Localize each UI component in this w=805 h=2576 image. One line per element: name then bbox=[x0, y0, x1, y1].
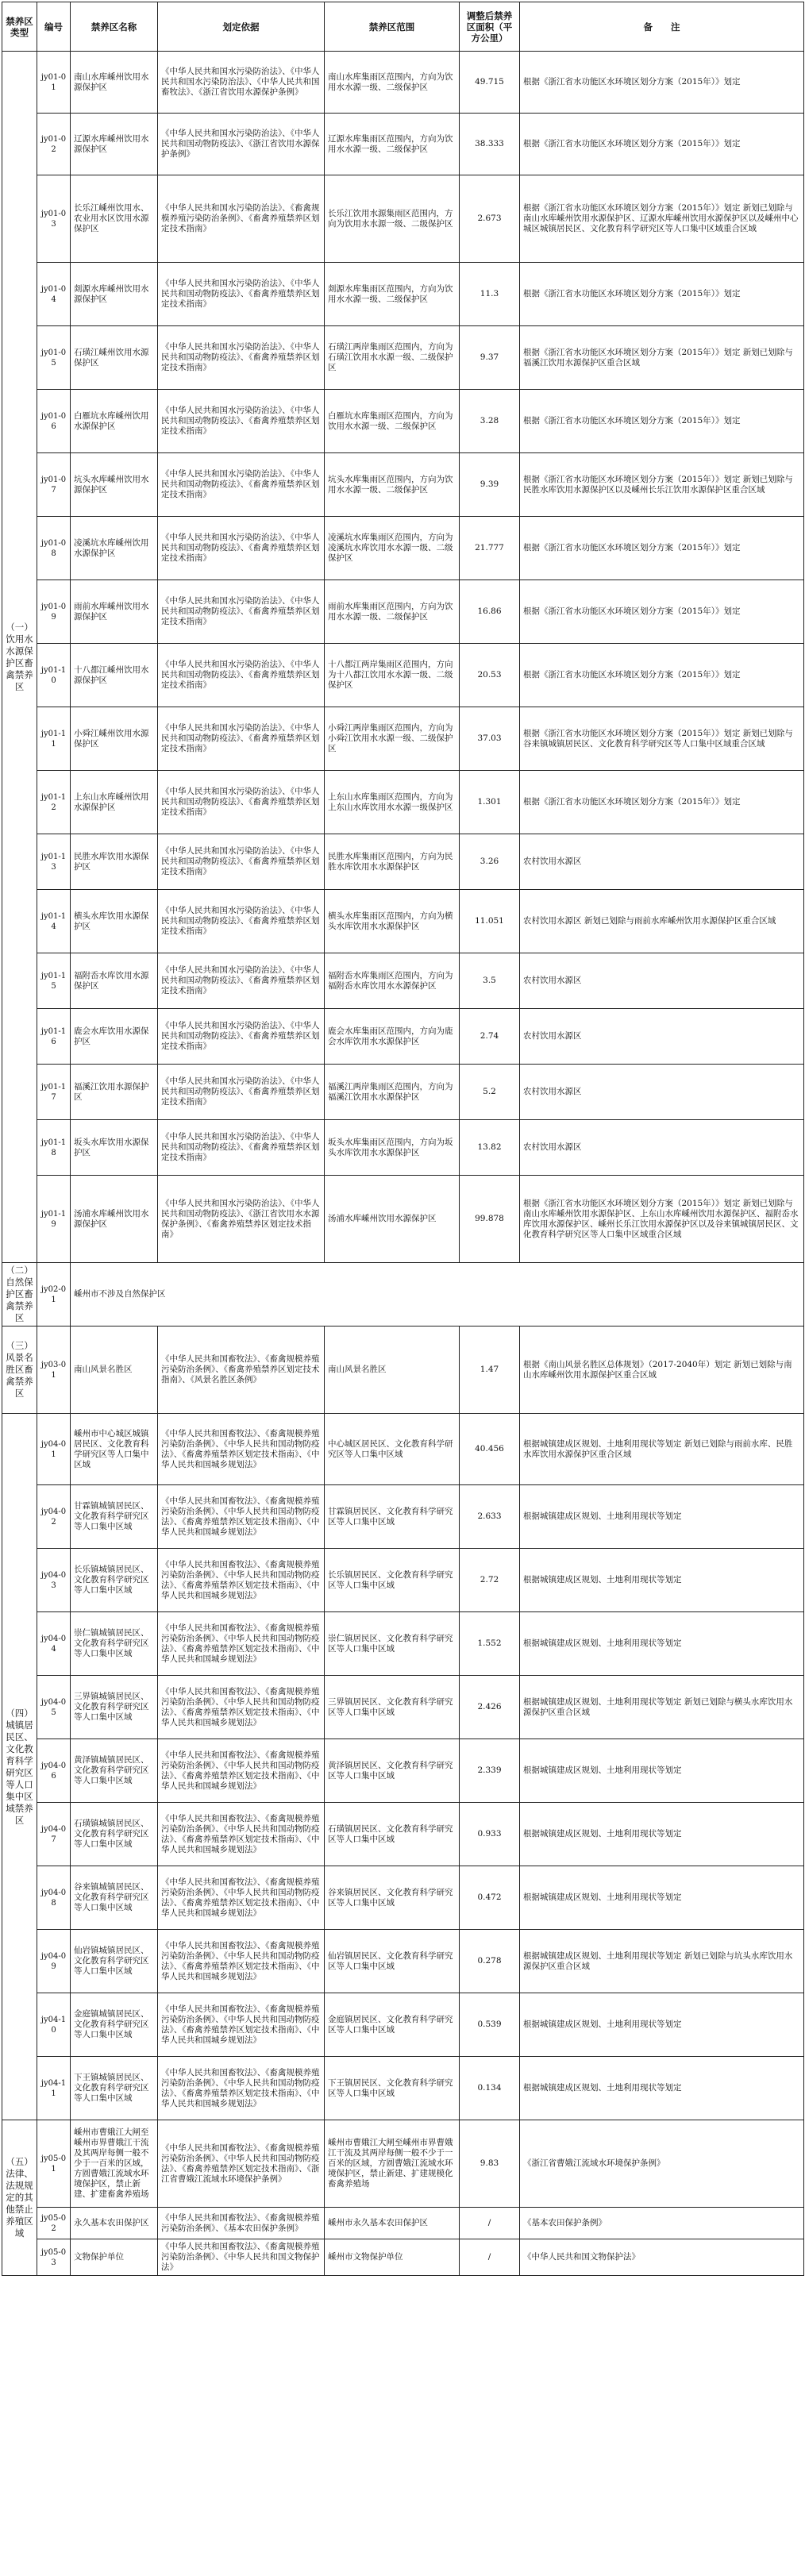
row-scope: 十八都江两岸集雨区范围内，方向为十八都江饮用水水源一级、二级保护区 bbox=[325, 644, 460, 707]
row-remark: 根据城镇建成区规划、土地利用现状等划定 bbox=[520, 1485, 804, 1549]
row-basis: 《中华人民共和国水污染防治法》、《中华人民共和国动物防疫法》、《畜禽养殖禁养区划定技术指南》 bbox=[158, 390, 325, 453]
table-row bbox=[2, 52, 804, 114]
row-scope: 嵊州市曹娥江大闸至嵊州市界曹娥江干流及其两岸每侧一般不少于一百米的区域，方圆曹娥江流域水环境保护区，禁止新建、扩建规模化畜禽养殖场 bbox=[325, 2120, 460, 2208]
row-code: jy01-06 bbox=[37, 390, 71, 453]
table-row bbox=[2, 1176, 804, 1263]
row-basis: 《中华人民共和国水污染防治法》、《中华人民共和国动物防疫法》、《畜禽养殖禁养区划定技术指南》 bbox=[158, 263, 325, 326]
row-name: 辽源水库嵊州饮用水源保护区 bbox=[71, 114, 158, 175]
category-label: （三）风景名胜区畜禽禁养区 bbox=[2, 1327, 37, 1414]
row-code: jy05-03 bbox=[37, 2239, 71, 2276]
table-row bbox=[2, 326, 804, 390]
row-basis: 《中华人民共和国畜牧法》、《畜禽规模养殖污染防治条例》、《中华人民共和国动物防疫法》、《畜禽养殖禁养区划定技术指南》、《中华人民共和国城乡规划法》 bbox=[158, 2057, 325, 2120]
row-area: 99.878 bbox=[460, 1176, 520, 1263]
row-name: 黄泽镇城镇居民区、文化教育科学研究区等人口集中区域 bbox=[71, 1739, 158, 1803]
table-row bbox=[2, 1803, 804, 1866]
row-area: 16.86 bbox=[460, 580, 520, 644]
table-row bbox=[2, 2208, 804, 2239]
row-name: 坂头水库饮用水源保护区 bbox=[71, 1120, 158, 1176]
table-row bbox=[2, 2239, 804, 2276]
row-code: jy05-01 bbox=[37, 2120, 71, 2208]
row-area: 2.673 bbox=[460, 175, 520, 263]
row-remark: 根据城镇建成区规划、土地利用现状等划定 bbox=[520, 2057, 804, 2120]
row-basis: 《中华人民共和国水污染防治法》、《中华人民共和国动物防疫法》、《畜禽养殖禁养区划定技术指南》 bbox=[158, 1065, 325, 1120]
row-code: jy01-02 bbox=[37, 114, 71, 175]
row-scope: 嵊州市永久基本农田保护区 bbox=[325, 2208, 460, 2239]
row-area: 20.53 bbox=[460, 644, 520, 707]
table-row bbox=[2, 1120, 804, 1176]
row-code: jy02-01 bbox=[37, 1263, 71, 1327]
table-body bbox=[2, 52, 804, 2276]
table-row bbox=[2, 1065, 804, 1120]
row-name: 雨前水库嵊州饮用水源保护区 bbox=[71, 580, 158, 644]
row-area: 0.472 bbox=[460, 1866, 520, 1930]
row-remark: 根据《浙江省水功能区水环境区划分方案（2015年）》划定 新划已划除与南山水库嵊州饮用水源保护区、上东山水库嵊州饮用水源保护区、福附岙水库饮用水源保护区、嵊州长乐江饮用水源保护区以及谷来镇城镇居民区、文化教育科学研究区等人口集中区域重合区域 bbox=[520, 1176, 804, 1263]
row-basis: 《中华人民共和国水污染防治法》、《中华人民共和国动物防疫法》、《畜禽养殖禁养区划定技术指南》 bbox=[158, 834, 325, 890]
row-code: jy04-10 bbox=[37, 1993, 71, 2057]
table-row bbox=[2, 1866, 804, 1930]
table-row bbox=[2, 771, 804, 834]
row-area: 0.278 bbox=[460, 1930, 520, 1993]
row-area: 11.3 bbox=[460, 263, 520, 326]
row-scope: 福附岙水库集雨区范围内，方向为福附岙水库饮用水水源保护区 bbox=[325, 953, 460, 1009]
row-area: 1.301 bbox=[460, 771, 520, 834]
row-code: jy04-02 bbox=[37, 1485, 71, 1549]
row-scope: 南山风景名胜区 bbox=[325, 1327, 460, 1414]
row-scope: 剡源水库集雨区范围内，方向为饮用水水源一级、二级保护区 bbox=[325, 263, 460, 326]
row-code: jy01-12 bbox=[37, 771, 71, 834]
table-row bbox=[2, 1414, 804, 1485]
row-remark: 根据《浙江省水功能区水环境区划分方案（2015年）》划定 新划已划除与谷来镇城镇居民区、文化教育科学研究区等人口集中区域重合区域 bbox=[520, 707, 804, 771]
table-row bbox=[2, 1612, 804, 1676]
row-code: jy01-18 bbox=[37, 1120, 71, 1176]
row-area: / bbox=[460, 2239, 520, 2276]
row-remark: 农村饮用水源区 bbox=[520, 1009, 804, 1065]
header-scope: 禁养区范围 bbox=[325, 2, 460, 52]
table-row bbox=[2, 114, 804, 175]
row-remark: 根据《浙江省水功能区水环境区划分方案（2015年）》划定 新划已划除与民胜水库饮用水源保护区以及嵊州长乐江饮用水源保护区重合区域 bbox=[520, 453, 804, 517]
row-area: 49.715 bbox=[460, 52, 520, 114]
row-basis: 《中华人民共和国畜牧法》、《畜禽规模养殖污染防治条例》、《中华人民共和国文物保护法》 bbox=[158, 2239, 325, 2276]
row-scope: 雨前水库集雨区范围内，方向为饮用水水源一级、二级保护区 bbox=[325, 580, 460, 644]
row-basis: 《中华人民共和国畜牧法》、《畜禽规模养殖污染防治条例》、《中华人民共和国动物防疫法》、《畜禽养殖禁养区划定技术指南》、《浙江省曹娥江流域水环境保护条例》 bbox=[158, 2120, 325, 2208]
table-row bbox=[2, 453, 804, 517]
row-area: 37.03 bbox=[460, 707, 520, 771]
row-remark: 根据《浙江省水功能区水环境区划分方案（2015年）》划定 bbox=[520, 580, 804, 644]
row-area: 3.28 bbox=[460, 390, 520, 453]
row-scope: 仙岩镇居民区、文化教育科学研究区等人口集中区域 bbox=[325, 1930, 460, 1993]
row-basis: 《中华人民共和国畜牧法》、《畜禽规模养殖污染防治条例》、《中华人民共和国动物防疫法》、《畜禽养殖禁养区划定技术指南》、《中华人民共和国城乡规划法》 bbox=[158, 1739, 325, 1803]
row-remark: 根据《浙江省水功能区水环境区划分方案（2015年）》划定 bbox=[520, 263, 804, 326]
row-basis: 《中华人民共和国水污染防治法》、《中华人民共和国动物防疫法》、《浙江省饮用水水源保护条例》、《畜禽养殖禁养区划定技术指南》 bbox=[158, 1176, 325, 1263]
row-code: jy01-08 bbox=[37, 517, 71, 580]
table-row bbox=[2, 1930, 804, 1993]
row-area: 13.82 bbox=[460, 1120, 520, 1176]
row-basis: 《中华人民共和国畜牧法》、《畜禽规模养殖污染防治条例》、《中华人民共和国动物防疫法》、《畜禽养殖禁养区划定技术指南》、《中华人民共和国城乡规划法》 bbox=[158, 1930, 325, 1993]
row-name: 甘霖镇城镇居民区、文化教育科学研究区等人口集中区域 bbox=[71, 1485, 158, 1549]
row-code: jy04-11 bbox=[37, 2057, 71, 2120]
row-name: 南山水库嵊州饮用水源保护区 bbox=[71, 52, 158, 114]
row-basis: 《中华人民共和国水污染防治法》、《中华人民共和国动物防疫法》、《畜禽养殖禁养区划定技术指南》 bbox=[158, 1009, 325, 1065]
row-area: 3.26 bbox=[460, 834, 520, 890]
row-basis: 《中华人民共和国畜牧法》、《畜禽规模养殖污染防治条例》、《中华人民共和国动物防疫法》、《畜禽养殖禁养区划定技术指南》、《中华人民共和国城乡规划法》 bbox=[158, 1993, 325, 2057]
row-basis: 《中华人民共和国畜牧法》、《畜禽规模养殖污染防治条例》、《中华人民共和国动物防疫法》、《畜禽养殖禁养区划定技术指南》、《中华人民共和国城乡规划法》 bbox=[158, 1414, 325, 1485]
row-code: jy01-13 bbox=[37, 834, 71, 890]
row-basis: 《中华人民共和国水污染防治法》、《中华人民共和国动物防疫法》、《畜禽养殖禁养区划定技术指南》 bbox=[158, 1120, 325, 1176]
row-name: 长乐江嵊州饮用水、农业用水区饮用水源保护区 bbox=[71, 175, 158, 263]
row-scope: 谷来镇居民区、文化教育科学研究区等人口集中区域 bbox=[325, 1866, 460, 1930]
row-scope: 横头水库集雨区范围内，方向为横头水库饮用水水源保护区 bbox=[325, 890, 460, 953]
row-area: 9.37 bbox=[460, 326, 520, 390]
row-remark: 根据《浙江省水功能区水环境区划分方案（2015年）》划定 bbox=[520, 114, 804, 175]
row-name: 上东山水库嵊州饮用水源保护区 bbox=[71, 771, 158, 834]
row-basis: 《中华人民共和国畜牧法》、《畜禽规模养殖污染防治条例》、《中华人民共和国动物防疫法》、《畜禽养殖禁养区划定技术指南》、《中华人民共和国城乡规划法》 bbox=[158, 1676, 325, 1739]
row-name: 民胜水库饮用水源保护区 bbox=[71, 834, 158, 890]
table-row bbox=[2, 890, 804, 953]
row-scope: 长乐江饮用水源集雨区范围内，方向为饮用水水源一级、二级保护区 bbox=[325, 175, 460, 263]
row-code: jy01-01 bbox=[37, 52, 71, 114]
row-scope: 下王镇居民区、文化教育科学研究区等人口集中区域 bbox=[325, 2057, 460, 2120]
row-name: 白雁坑水库嵊州饮用水源保护区 bbox=[71, 390, 158, 453]
header-basis: 划定依据 bbox=[158, 2, 325, 52]
row-area: 2.426 bbox=[460, 1676, 520, 1739]
table-row bbox=[2, 1009, 804, 1065]
row-remark: 根据《浙江省水功能区水环境区划分方案（2015年）》划定 bbox=[520, 52, 804, 114]
row-area: 5.2 bbox=[460, 1065, 520, 1120]
row-basis: 《中华人民共和国水污染防治法》、《中华人民共和国动物防疫法》、《畜禽养殖禁养区划定技术指南》 bbox=[158, 771, 325, 834]
row-basis: 《中华人民共和国水污染防治法》、《中华人民共和国动物防疫法》、《畜禽养殖禁养区划定技术指南》 bbox=[158, 644, 325, 707]
row-code: jy04-06 bbox=[37, 1739, 71, 1803]
table-row bbox=[2, 1993, 804, 2057]
row-basis: 《中华人民共和国水污染防治法》、《中华人民共和国动物防疫法》、《畜禽养殖禁养区划定技术指南》 bbox=[158, 890, 325, 953]
row-area: 0.933 bbox=[460, 1803, 520, 1866]
row-code: jy01-17 bbox=[37, 1065, 71, 1120]
row-code: jy01-09 bbox=[37, 580, 71, 644]
table-row bbox=[2, 644, 804, 707]
row-name: 坑头水库嵊州饮用水源保护区 bbox=[71, 453, 158, 517]
row-basis: 《中华人民共和国畜牧法》、《畜禽规模养殖污染防治条例》、《中华人民共和国动物防疫法》、《畜禽养殖禁养区划定技术指南》、《中华人民共和国城乡规划法》 bbox=[158, 1549, 325, 1612]
row-area: 9.39 bbox=[460, 453, 520, 517]
row-scope: 民胜水库集雨区范围内，方向为民胜水库饮用水水源保护区 bbox=[325, 834, 460, 890]
row-scope: 三界镇居民区、文化教育科学研究区等人口集中区域 bbox=[325, 1676, 460, 1739]
row-basis: 《中华人民共和国畜牧法》、《畜禽规模养殖污染防治条例》、《中华人民共和国动物防疫法》、《畜禽养殖禁养区划定技术指南》、《中华人民共和国城乡规划法》 bbox=[158, 1866, 325, 1930]
row-area: / bbox=[460, 2208, 520, 2239]
row-basis: 《中华人民共和国水污染防治法》、《畜禽规模养殖污染防治条例》、《畜禽养殖禁养区划定技术指南》 bbox=[158, 175, 325, 263]
document bbox=[2, 2, 803, 2276]
table-row bbox=[2, 834, 804, 890]
header-code: 编号 bbox=[37, 2, 71, 52]
row-basis: 《中华人民共和国水污染防治法》、《中华人民共和国动物防疫法》、《畜禽养殖禁养区划定技术指南》 bbox=[158, 953, 325, 1009]
row-name: 谷来镇城镇居民区、文化教育科学研究区等人口集中区域 bbox=[71, 1866, 158, 1930]
row-name: 剡源水库嵊州饮用水源保护区 bbox=[71, 263, 158, 326]
row-scope: 凌溪坑水库集雨区范围内，方向为凌溪坑水库饮用水水源一级、二级保护区 bbox=[325, 517, 460, 580]
row-code: jy05-02 bbox=[37, 2208, 71, 2239]
row-scope: 坂头水库集雨区范围内，方向为坂头水库饮用水水源保护区 bbox=[325, 1120, 460, 1176]
row-remark: 农村饮用水源区 bbox=[520, 834, 804, 890]
row-name: 小舜江嵊州饮用水源保护区 bbox=[71, 707, 158, 771]
merged-note: 嵊州市不涉及自然保护区 bbox=[71, 1263, 804, 1327]
row-name: 十八都江嵊州饮用水源保护区 bbox=[71, 644, 158, 707]
header-name: 禁养区名称 bbox=[71, 2, 158, 52]
row-remark: 根据《浙江省水功能区水环境区划分方案（2015年）》划定 bbox=[520, 644, 804, 707]
table-row bbox=[2, 1327, 804, 1414]
table-row bbox=[2, 953, 804, 1009]
row-code: jy04-08 bbox=[37, 1866, 71, 1930]
table-row bbox=[2, 1676, 804, 1739]
row-area: 11.051 bbox=[460, 890, 520, 953]
row-remark: 根据城镇建成区规划、土地利用现状等划定 新划已划除与横头水库饮用水源保护区重合区域 bbox=[520, 1676, 804, 1739]
row-remark: 农村饮用水源区 bbox=[520, 1120, 804, 1176]
row-remark: 根据《浙江省水功能区水环境区划分方案（2015年）》划定 bbox=[520, 390, 804, 453]
header-type: 禁养区类型 bbox=[2, 2, 37, 52]
row-name: 鹿会水库饮用水源保护区 bbox=[71, 1009, 158, 1065]
row-remark: 根据城镇建成区规划、土地利用现状等划定 bbox=[520, 1803, 804, 1866]
table-row bbox=[2, 1485, 804, 1549]
row-basis: 《中华人民共和国水污染防治法》、《中华人民共和国动物防疫法》、《畜禽养殖禁养区划定技术指南》 bbox=[158, 517, 325, 580]
row-area: 2.339 bbox=[460, 1739, 520, 1803]
row-remark: 根据城镇建成区规划、土地利用现状等划定 新划已划除与坑头水库饮用水源保护区重合区域 bbox=[520, 1930, 804, 1993]
row-basis: 《中华人民共和国水污染防治法》、《中华人民共和国动物防疫法》、《畜禽养殖禁养区划定技术指南》 bbox=[158, 453, 325, 517]
row-name: 下王镇城镇居民区、文化教育科学研究区等人口集中区域 bbox=[71, 2057, 158, 2120]
row-name: 嵊州市曹娥江大闸至嵊州市界曹娥江干流及其两岸每侧一般不少于一百米的区域，方圆曹娥江流域水环境保护区，禁止新建、扩建畜禽养殖场 bbox=[71, 2120, 158, 2208]
table-row bbox=[2, 1739, 804, 1803]
row-scope: 嵊州市文物保护单位 bbox=[325, 2239, 460, 2276]
row-code: jy01-05 bbox=[37, 326, 71, 390]
row-remark: 根据城镇建成区规划、土地利用现状等划定 bbox=[520, 1739, 804, 1803]
category-label: （四）城镇居民区、文化教育科学研究区等人口集中区域禁养区 bbox=[2, 1414, 37, 2120]
row-scope: 小舜江两岸集雨区范围内，方向为小舜江饮用水水源一级、二级保护区 bbox=[325, 707, 460, 771]
row-code: jy01-10 bbox=[37, 644, 71, 707]
row-scope: 长乐镇居民区、文化教育科学研究区等人口集中区域 bbox=[325, 1549, 460, 1612]
row-name: 福附岙水库饮用水源保护区 bbox=[71, 953, 158, 1009]
row-name: 福溪江饮用水源保护区 bbox=[71, 1065, 158, 1120]
row-scope: 上东山水库集雨区范围内，方向为上东山水库饮用水水源一级保护区 bbox=[325, 771, 460, 834]
row-basis: 《中华人民共和国畜牧法》、《畜禽规模养殖污染防治条例》、《中华人民共和国动物防疫法》、《畜禽养殖禁养区划定技术指南》、《中华人民共和国城乡规划法》 bbox=[158, 1485, 325, 1549]
row-code: jy01-19 bbox=[37, 1176, 71, 1263]
row-remark: 根据《浙江省水功能区水环境区划分方案（2015年）》划定 bbox=[520, 771, 804, 834]
row-code: jy04-04 bbox=[37, 1612, 71, 1676]
row-name: 汤浦水库嵊州饮用水源保护区 bbox=[71, 1176, 158, 1263]
row-scope: 崇仁镇居民区、文化教育科学研究区等人口集中区域 bbox=[325, 1612, 460, 1676]
row-remark: 根据《浙江省水功能区水环境区划分方案（2015年）》划定 bbox=[520, 517, 804, 580]
row-basis: 《中华人民共和国水污染防治法》、《中华人民共和国水污染防治法》、《中华人民共和国畜牧法》、《浙江省饮用水源保护条例》 bbox=[158, 52, 325, 114]
row-scope: 辽源水库集雨区范围内，方向为饮用水水源一级、二级保护区 bbox=[325, 114, 460, 175]
row-area: 2.72 bbox=[460, 1549, 520, 1612]
row-scope: 金庭镇居民区、文化教育科学研究区等人口集中区域 bbox=[325, 1993, 460, 2057]
row-remark: 根据城镇建成区规划、土地利用现状等划定 bbox=[520, 1549, 804, 1612]
row-basis: 《中华人民共和国畜牧法》、《畜禽规模养殖污染防治条例》、《中华人民共和国动物防疫法》、《畜禽养殖禁养区划定技术指南》、《中华人民共和国城乡规划法》 bbox=[158, 1612, 325, 1676]
row-scope: 石璜江两岸集雨区范围内，方向为石璜江饮用水水源一级、二级保护区 bbox=[325, 326, 460, 390]
row-area: 38.333 bbox=[460, 114, 520, 175]
row-code: jy04-05 bbox=[37, 1676, 71, 1739]
table-row bbox=[2, 2057, 804, 2120]
table-row bbox=[2, 580, 804, 644]
row-basis: 《中华人民共和国水污染防治法》、《中华人民共和国动物防疫法》、《畜禽养殖禁养区划定技术指南》 bbox=[158, 580, 325, 644]
row-name: 仙岩镇城镇居民区、文化教育科学研究区等人口集中区域 bbox=[71, 1930, 158, 1993]
row-remark: 根据《浙江省水功能区水环境区划分方案（2015年）》划定 新划已划除与南山水库嵊州饮用水源保护区、辽源水库嵊州饮用水源保护区以及嵊州中心城区城镇居民区、文化教育科学研究区等人口集中区域重合区域 bbox=[520, 175, 804, 263]
row-name: 崇仁镇城镇居民区、文化教育科学研究区等人口集中区域 bbox=[71, 1612, 158, 1676]
row-name: 文物保护单位 bbox=[71, 2239, 158, 2276]
row-remark: 《浙江省曹娥江流域水环境保护条例》 bbox=[520, 2120, 804, 2208]
row-basis: 《中华人民共和国畜牧法》、《畜禽规模养殖污染防治条例》、《基本农田保护条例》 bbox=[158, 2208, 325, 2239]
row-name: 三界镇城镇居民区、文化教育科学研究区等人口集中区域 bbox=[71, 1676, 158, 1739]
row-code: jy01-14 bbox=[37, 890, 71, 953]
row-remark: 《基本农田保护条例》 bbox=[520, 2208, 804, 2239]
row-remark: 根据《南山风景名胜区总体规划》（2017-2040年）划定 新划已划除与南山水库嵊州饮用水源保护区重合区域 bbox=[520, 1327, 804, 1414]
row-scope: 汤浦水库嵊州饮用水源保护区 bbox=[325, 1176, 460, 1263]
row-scope: 福溪江两岸集雨区范围内，方向为福溪江饮用水水源保护区 bbox=[325, 1065, 460, 1120]
row-scope: 甘霖镇居民区、文化教育科学研究区等人口集中区域 bbox=[325, 1485, 460, 1549]
header-row bbox=[2, 2, 804, 52]
row-remark: 农村饮用水源区 bbox=[520, 1065, 804, 1120]
zoning-table bbox=[2, 2, 804, 2276]
row-code: jy04-03 bbox=[37, 1549, 71, 1612]
row-remark: 农村饮用水源区 新划已划除与雨前水库嵊州饮用水源保护区重合区域 bbox=[520, 890, 804, 953]
header-remark: 备 注 bbox=[520, 2, 804, 52]
row-scope: 白雁坑水库集雨区范围内，方向为饮用水水源一级、二级保护区 bbox=[325, 390, 460, 453]
row-code: jy04-07 bbox=[37, 1803, 71, 1866]
table-row bbox=[2, 175, 804, 263]
category-label: （二）自然保护区畜禽禁养区 bbox=[2, 1263, 37, 1327]
category-label: （一）饮用水水源保护区畜禽禁养区 bbox=[2, 52, 37, 1263]
row-basis: 《中华人民共和国畜牧法》、《畜禽规模养殖污染防治条例》、《畜禽养殖禁养区划定技术指南》、《风景名胜区条例》 bbox=[158, 1327, 325, 1414]
row-code: jy03-01 bbox=[37, 1327, 71, 1414]
row-area: 3.5 bbox=[460, 953, 520, 1009]
row-name: 石璜江嵊州饮用水源保护区 bbox=[71, 326, 158, 390]
table-row bbox=[2, 517, 804, 580]
row-code: jy04-01 bbox=[37, 1414, 71, 1485]
row-name: 横头水库饮用水源保护区 bbox=[71, 890, 158, 953]
row-area: 1.47 bbox=[460, 1327, 520, 1414]
row-area: 2.74 bbox=[460, 1009, 520, 1065]
row-name: 南山风景名胜区 bbox=[71, 1327, 158, 1414]
row-remark: 农村饮用水源区 bbox=[520, 953, 804, 1009]
row-area: 40.456 bbox=[460, 1414, 520, 1485]
row-code: jy01-11 bbox=[37, 707, 71, 771]
row-area: 21.777 bbox=[460, 517, 520, 580]
row-area: 9.83 bbox=[460, 2120, 520, 2208]
row-remark: 根据城镇建成区规划、土地利用现状等划定 bbox=[520, 1993, 804, 2057]
row-remark: 根据城镇建成区规划、土地利用现状等划定 新划已划除与雨前水库、民胜水库饮用水源保护区重合区域 bbox=[520, 1414, 804, 1485]
row-area: 1.552 bbox=[460, 1612, 520, 1676]
row-area: 0.134 bbox=[460, 2057, 520, 2120]
row-name: 嵊州市中心城区城镇居民区、文化教育科学研究区等人口集中区域 bbox=[71, 1414, 158, 1485]
table-row bbox=[2, 1549, 804, 1612]
row-code: jy01-16 bbox=[37, 1009, 71, 1065]
row-remark: 根据《浙江省水功能区水环境区划分方案（2015年）》划定 新划已划除与福溪江饮用水源保护区重合区域 bbox=[520, 326, 804, 390]
category-label: （五）法律、法规规定的其他禁止养殖区域 bbox=[2, 2120, 37, 2276]
table-row bbox=[2, 1263, 804, 1327]
table-row bbox=[2, 390, 804, 453]
row-name: 长乐镇城镇居民区、文化教育科学研究区等人口集中区域 bbox=[71, 1549, 158, 1612]
row-area: 2.633 bbox=[460, 1485, 520, 1549]
row-area: 0.539 bbox=[460, 1993, 520, 2057]
row-basis: 《中华人民共和国畜牧法》、《畜禽规模养殖污染防治条例》、《中华人民共和国动物防疫法》、《畜禽养殖禁养区划定技术指南》、《中华人民共和国城乡规划法》 bbox=[158, 1803, 325, 1866]
row-name: 凌溪坑水库嵊州饮用水源保护区 bbox=[71, 517, 158, 580]
row-name: 金庭镇城镇居民区、文化教育科学研究区等人口集中区域 bbox=[71, 1993, 158, 2057]
row-scope: 坑头水库集雨区范围内，方向为饮用水水源一级、二级保护区 bbox=[325, 453, 460, 517]
row-name: 永久基本农田保护区 bbox=[71, 2208, 158, 2239]
row-code: jy01-15 bbox=[37, 953, 71, 1009]
row-basis: 《中华人民共和国水污染防治法》、《中华人民共和国动物防疫法》、《浙江省饮用水源保护条例》 bbox=[158, 114, 325, 175]
row-scope: 鹿会水库集雨区范围内，方向为鹿会水库饮用水水源保护区 bbox=[325, 1009, 460, 1065]
table-row bbox=[2, 707, 804, 771]
header-area: 调整后禁养区面积（平方公里） bbox=[460, 2, 520, 52]
row-name: 石璜镇城镇居民区、文化教育科学研究区等人口集中区域 bbox=[71, 1803, 158, 1866]
row-scope: 中心城区居民区、文化教育科学研究区等人口集中区域 bbox=[325, 1414, 460, 1485]
row-remark: 根据城镇建成区规划、土地利用现状等划定 bbox=[520, 1612, 804, 1676]
row-basis: 《中华人民共和国水污染防治法》、《中华人民共和国动物防疫法》、《畜禽养殖禁养区划定技术指南》 bbox=[158, 326, 325, 390]
row-code: jy04-09 bbox=[37, 1930, 71, 1993]
row-scope: 黄泽镇居民区、文化教育科学研究区等人口集中区域 bbox=[325, 1739, 460, 1803]
row-code: jy01-04 bbox=[37, 263, 71, 326]
row-basis: 《中华人民共和国水污染防治法》、《中华人民共和国动物防疫法》、《畜禽养殖禁养区划定技术指南》 bbox=[158, 707, 325, 771]
table-row bbox=[2, 263, 804, 326]
row-code: jy01-03 bbox=[37, 175, 71, 263]
row-remark: 《中华人民共和国文物保护法》 bbox=[520, 2239, 804, 2276]
row-scope: 石璜镇居民区、文化教育科学研究区等人口集中区域 bbox=[325, 1803, 460, 1866]
table-row bbox=[2, 2120, 804, 2208]
row-scope: 南山水库集雨区范围内，方向为饮用水水源一级、二级保护区 bbox=[325, 52, 460, 114]
row-remark: 根据城镇建成区规划、土地利用现状等划定 bbox=[520, 1866, 804, 1930]
row-code: jy01-07 bbox=[37, 453, 71, 517]
